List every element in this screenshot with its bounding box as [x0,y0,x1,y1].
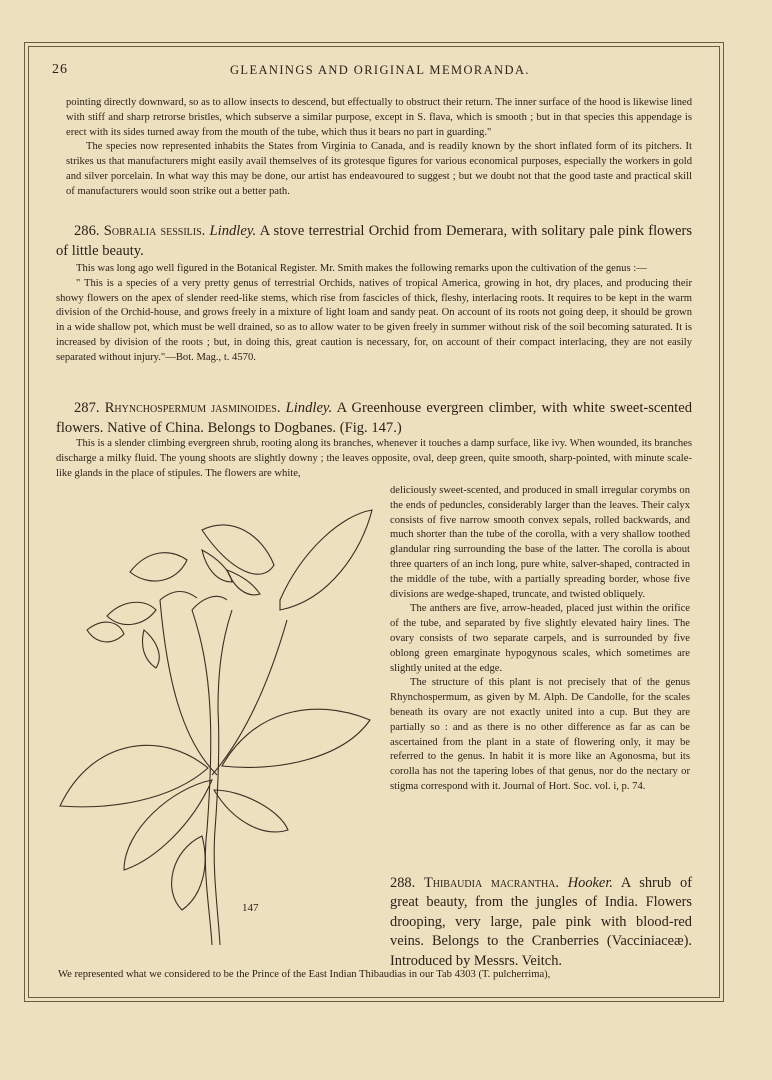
entry-286-description: A stove terrestrial Orchid from Demerara, with solitary pale pink flowers of little beauty. [56,223,693,259]
entry-286-paragraph-2: " This is a species of a very pretty genus of terrestrial Orchids, natives of tropical America, growing in hot, dry places, and producing their showy flowers on the apex of slender reed-like stems, which rise from fascicles of thick, fleshy, interlacing roots. It requires to be kept in the warm division of the Orchid-house, and grows freely in a mixture of light loam and sandy peat. On account of its roots not going deep, it should be grown in a wide shallow pot, which must be well drained, so as to allow water to be given freely in summer without risk of the soil becoming saturated. It is increased by division of the roots ; but, in doing this, great caution is necessary, for, on account of their compact interlacing, they are not easily separated without injury."—Bot. Mag., t. 4570. [56,277,692,363]
entry-288-name: Thibaudia macrantha. [423,875,559,891]
entry-286-authority: Lindley. [209,223,257,239]
entry-287-name: Rhynchospermum jasminoides. [104,400,281,416]
page-header [52,62,692,82]
entry-286-paragraph-1: This was long ago well figured in the Botanical Register. Mr. Smith makes the following remarks upon the cultivation of the genus :— [76,263,647,274]
entry-287-right-column [390,484,690,795]
entry-288-authority: Hooker. [567,875,613,891]
entry-288-description: A shrub of great beauty, from the jungles of India. Flowers drooping, very large, pale pink with blood-red veins. Belongs to the Cranberries (Vacciniaceæ). Introduced by Messrs. Veitch. [390,875,692,969]
entry-286-body [56,262,692,366]
entry-287-description: A Greenhouse evergreen climber, with white sweet-scented flowers. Native of China. Belongs to Dogbanes. (Fig. 147.) [56,400,693,436]
plant-drawing [52,490,384,952]
entry-287-paragraph-col-2: The anthers are five, arrow-headed, placed just within the orifice of the tube, and separated by five slightly elevated hairy lines. The ovary consists of two separate carpels, and is surrounded by five oblong green emarginate hypogynous scales, which sometimes are slightly united at the edge. [390,603,690,674]
entry-288-number: 288. [390,875,416,891]
page-number: 26 [52,62,68,77]
entry-288-bottom-line: We represented what we considered to be the Prince of the East Indian Thibaudias in our Tab 4303 (T. pulcherrima), [58,969,551,980]
entry-287-authority: Lindley. [285,400,333,416]
entry-288-heading [390,874,692,971]
intro-paragraph-1: pointing directly downward, so as to allow insects to descend, but effectually to obstruct their return. The inner surface of the hood is likewise lined with stiff and sharp retrorse bristles, which subserve a similar purpose, except in S. flava, which is smooth ; but in that species this appendage is erect with its sides turned away from the mouth of the tube, which thus it bears no part in guarding." [66,97,692,138]
figure-number: 147 [242,902,259,914]
entry-286-name: Sobralia sessilis. [103,223,206,239]
intro-paragraph-2: The species now represented inhabits the States from Virginia to Canada, and is readily known by the short inflated form of its pitchers. It strikes us that manufacturers might easily avail themselves of its grotesque figures for various economical purposes, especially the workers in gold and silver porcelain. In what way this may be done, our artist has endeavoured to suggest ; but we doubt not that the good taste and practical skill of manufacturers would soon strike out a better path. [66,141,692,197]
entry-287-paragraph-full: This is a slender climbing evergreen shrub, rooting along its branches, whenever it touches a damp surface, like ivy. When wounded, its branches discharge a milky fluid. The young shoots are slightly downy ; the leaves opposite, oval, deep green, quite smooth, sharp-pointed, with minute scale-like glands in the place of stipules. The flowers are white, [56,438,692,479]
running-title: GLEANINGS AND ORIGINAL MEMORANDA. [230,63,530,77]
botanical-illustration [52,490,384,952]
intro-section [66,96,692,200]
entry-286-heading [56,222,692,261]
entry-287-number: 287. [74,400,100,416]
entry-286-number: 286. [74,223,100,239]
entry-287-paragraph-col-3: The structure of this plant is not precisely that of the genus Rhynchospermum, as given by M. Alph. De Candolle, for the scales beneath its ovary are not exactly united into a cup. But they are partially so : and as there is no other difference as far as can be ascertained from the plant in a state of flowering only, it may be referred to the genus. In habit it is more like an Agonosma, but its corolla has not the tapering lobes of that genus, nor do the nectary or stigma correspond with it. Journal of Hort. Soc. vol. i, p. 74. [390,677,690,792]
entry-287-heading [56,399,692,438]
entry-287-paragraph-col-1: deliciously sweet-scented, and produced in small irregular corymbs on the ends of peduncles, considerably larger than the leaves. Their calyx consists of five narrow smooth convex sepals, rolled backwards, and much shorter than the tube of the corolla, with a very shallow toothed glandular ring surrounding the base of the latter. The corolla is about three quarters of an inch long, pure white, salver-shaped, contracted in the middle of the tube, with a partially spreading border, whose five divisions are wedge-shaped, truncate, and twisted obliquely. [390,485,690,600]
entry-287-body-full [56,437,692,481]
